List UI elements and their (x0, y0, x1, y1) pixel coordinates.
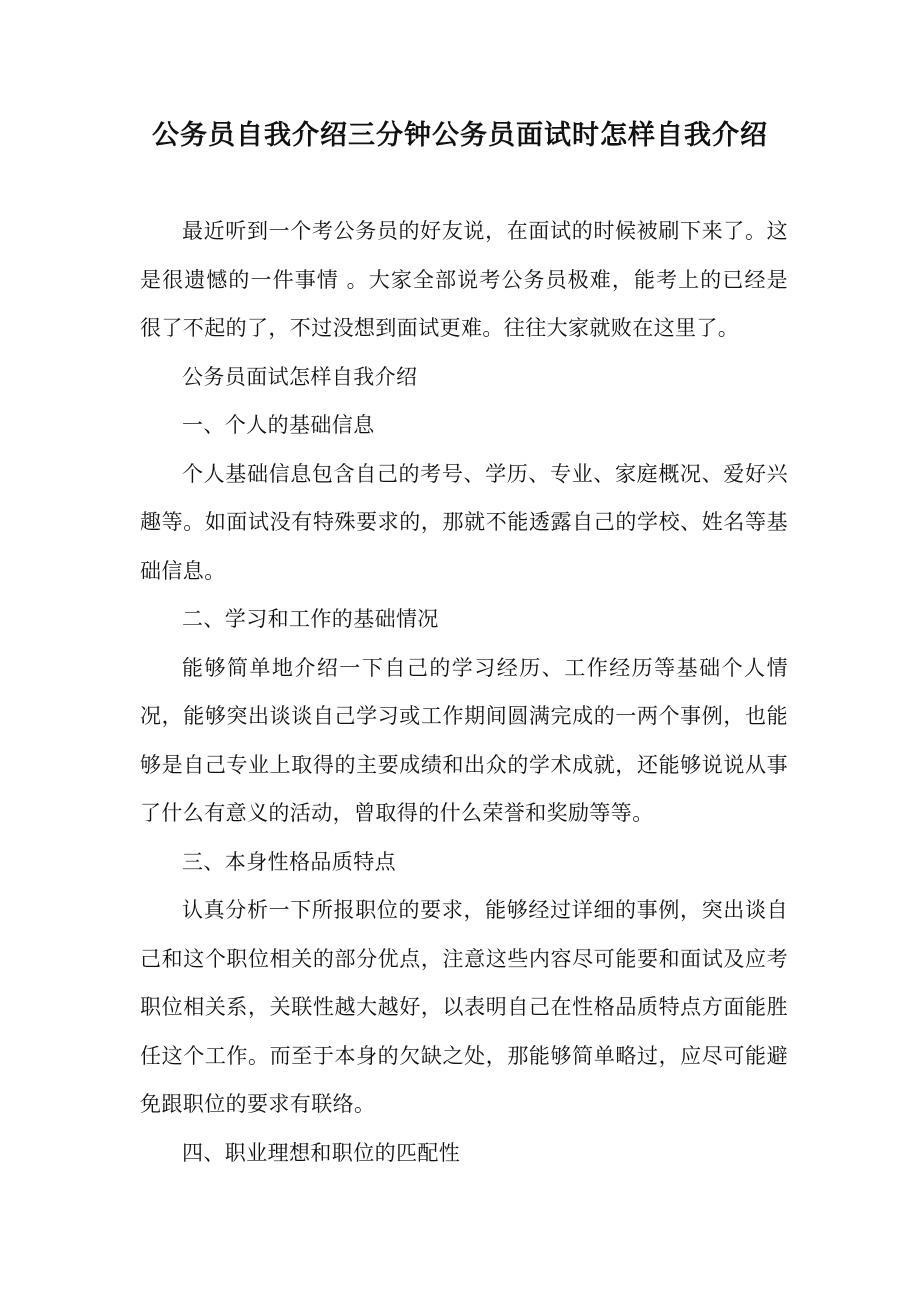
document-title: 公务员自我介绍三分钟公务员面试时怎样自我介绍 (152, 120, 768, 151)
study-work-paragraph: 能够简单地介绍一下自己的学习经历、工作经历等基础个人情况，能够突出谈谈自己学习或工作期间圆满完成的一两个事例，也能够是自己专业上取得的主要成绩和出众的学术成就，还能够说说从事了什么有意义的活动，曾取得的什么荣誉和奖励等等。 (140, 655, 788, 825)
document-body (140, 207, 788, 1177)
section-heading-1-basic-info: 一、个人的基础信息 (182, 413, 375, 437)
section-heading-3-personality: 三、本身性格品质特点 (182, 849, 396, 874)
section-heading-4-career-fit: 四、职业理想和职位的匹配性 (182, 1140, 461, 1165)
personality-paragraph: 认真分析一下所报职位的要求，能够经过详细的事例，突出谈自己和这个职位相关的部分优点，注意这些内容尽可能要和面试及应考职位相关系，关联性越大越好，以表明自己在性格品质特点方面能胜任这个工作。而至于本身的欠缺之处，那能够简单略过，应尽可能避免跟职位的要求有联络。 (140, 898, 788, 1116)
section-heading-how-to-introduce: 公务员面试怎样自我介绍 (182, 364, 418, 389)
section-heading-2-study-work: 二、学习和工作的基础情况 (182, 607, 439, 631)
basic-info-paragraph: 个人基础信息包含自己的考号、学历、专业、家庭概况、爱好兴趣等。如面试没有特殊要求的，那就不能透露自己的学校、姓名等基础信息。 (140, 461, 788, 583)
intro-paragraph: 最近听到一个考公务员的好友说，在面试的时候被刷下来了。这是很遗憾的一件事情 。大家全部说考公务员极难，能考上的已经是很了不起的了，不过没想到面试更难。往往大家就败在这里了。 (140, 219, 788, 340)
